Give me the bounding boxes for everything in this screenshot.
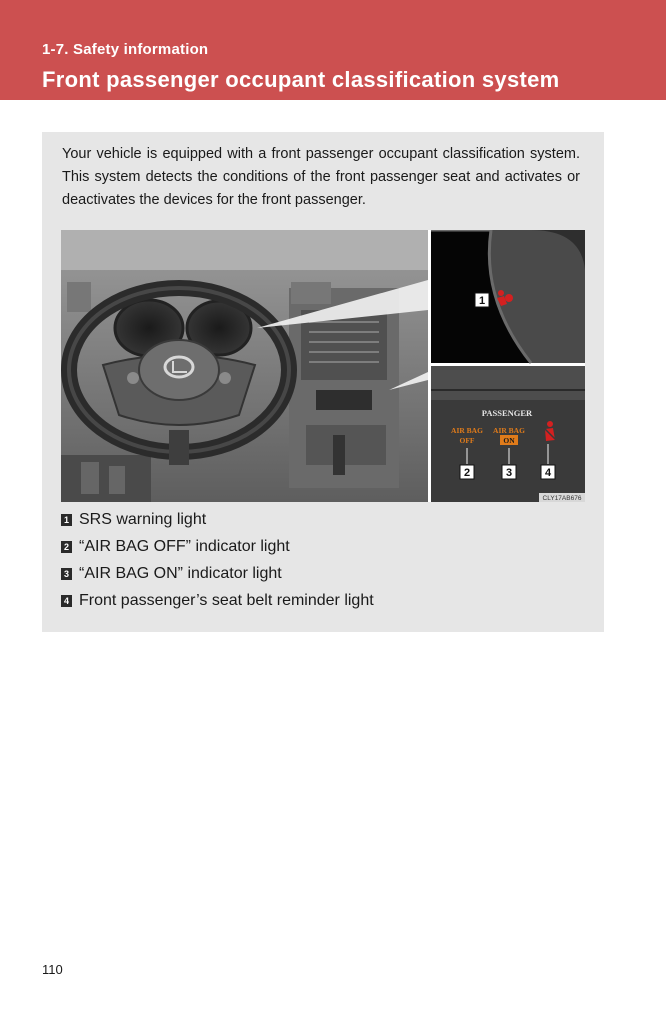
legend-number-badge: 4	[61, 595, 72, 607]
dashboard-figure	[61, 230, 585, 502]
airbag-on-label-1: AIR BAG	[493, 426, 525, 435]
intro-paragraph: Your vehicle is equipped with a front passenger occupant classification system. This system detects the conditions of the front passenger seat and activates or deactivates the devices for the front passenger.	[62, 146, 580, 208]
legend-item	[61, 506, 581, 533]
airbag-off-label-1: AIR BAG	[451, 426, 483, 435]
callout-4: 4	[544, 467, 552, 479]
legend-item	[61, 587, 581, 614]
callout-2: 2	[463, 467, 471, 479]
passenger-label: PASSENGER	[481, 408, 533, 418]
legend-text: SRS warning light	[79, 510, 207, 528]
section-label: 1-7. Safety information	[42, 41, 209, 58]
image-code: CLY17AB676	[542, 495, 582, 502]
legend-text: “AIR BAG ON” indicator light	[79, 564, 282, 582]
legend-item	[61, 533, 581, 560]
airbag-on-label-2: ON	[503, 436, 515, 445]
page-number: 110	[42, 962, 63, 977]
legend-text: Front passenger’s seat belt reminder light	[79, 591, 374, 609]
section-header	[0, 0, 666, 100]
legend-list	[61, 506, 581, 614]
legend-number-badge: 2	[61, 541, 72, 553]
dashboard-illustration	[61, 230, 585, 502]
content-box	[42, 132, 604, 632]
callout-1: 1	[478, 295, 486, 307]
legend-number-badge: 1	[61, 514, 72, 526]
legend-number-badge: 3	[61, 568, 72, 580]
page-title: Front passenger occupant classification system	[42, 67, 560, 92]
airbag-off-label-2: OFF	[459, 436, 475, 445]
legend-text: “AIR BAG OFF” indicator light	[79, 537, 290, 555]
legend-item	[61, 560, 581, 587]
callout-3: 3	[505, 467, 513, 479]
